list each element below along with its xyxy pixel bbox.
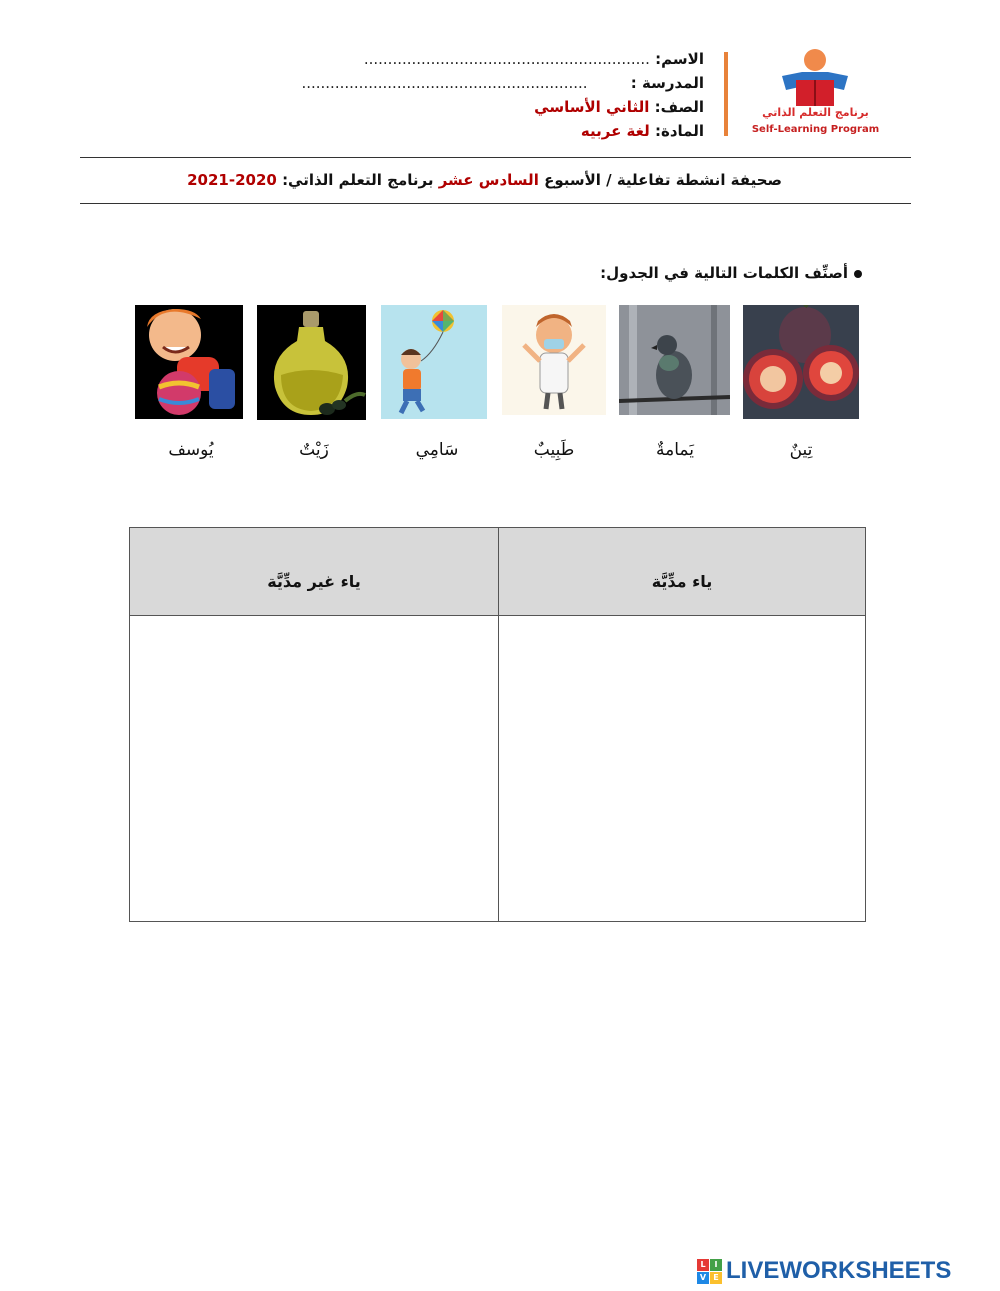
program-logo [748,46,883,142]
subject-label: المادة: [654,122,704,140]
word-5[interactable]: زَيْتٌ [299,440,329,460]
word-2[interactable]: يَمامةٌ [656,440,694,460]
doctor-image [502,305,606,415]
subject-value: لغة عربيه [580,122,650,140]
bottom-rule [80,203,911,204]
name-field[interactable]: ............................................................ [363,50,650,68]
word-6[interactable]: يُوسف [168,440,214,460]
header-long-ya [499,528,865,616]
boy-kite-image [381,305,487,419]
word-1[interactable]: تِينٌ [789,440,813,460]
title-week: السادس عشر [438,171,539,189]
classification-table [129,527,866,922]
grade-label: الصف: [654,98,704,116]
worksheet-title [0,171,782,189]
header-long-ya-text: ياء مدِّيَّة [651,572,713,591]
grade-value: الثاني الأساسي [534,98,650,116]
drop-zone-long-ya[interactable] [499,616,865,921]
header-non-long-ya [130,528,498,616]
title-year: 2020-2021 [187,171,277,189]
grade-line [534,98,704,116]
school-label: المدرسة [642,74,704,92]
logo-arabic-text: برنامج التعلم الذاتي [762,106,869,119]
title-part2: برنامج التعلم الذاتي: [282,171,434,189]
name-label: الاسم: [655,50,704,68]
figs-image [743,305,859,419]
reading-person-icon [748,46,883,108]
pigeon-image [619,305,730,415]
logo-english-text: Self-Learning Program [751,124,880,135]
instruction [600,264,862,282]
drop-zone-non-long-ya[interactable] [130,616,498,921]
school-field[interactable]: ............................................................ [301,74,588,92]
header-non-long-ya-text: ياء غير مدِّيَّة [267,572,361,591]
school-line [301,74,704,92]
name-line [364,50,704,68]
top-rule [80,157,911,158]
boy-ball-image [135,305,243,419]
olive-oil-image [257,305,366,420]
word-3[interactable]: طَبِيبٌ [533,440,575,460]
liveworksheets-text: LIVEWORKSHEETS [726,1257,952,1284]
liveworksheets-brand[interactable] [697,1256,951,1286]
subject-line [581,122,704,140]
bullet-icon [854,270,862,278]
title-part1: صحيفة انشطة تفاعلية / الأسبوع [544,171,782,189]
word-4[interactable]: سَامِي [415,440,459,460]
header-divider [724,52,728,136]
school-colon: : [630,74,637,92]
liveworksheets-logo-icon: L I V E [697,1259,722,1284]
instruction-text: أصنِّف الكلمات التالية في الجدول: [600,264,848,282]
